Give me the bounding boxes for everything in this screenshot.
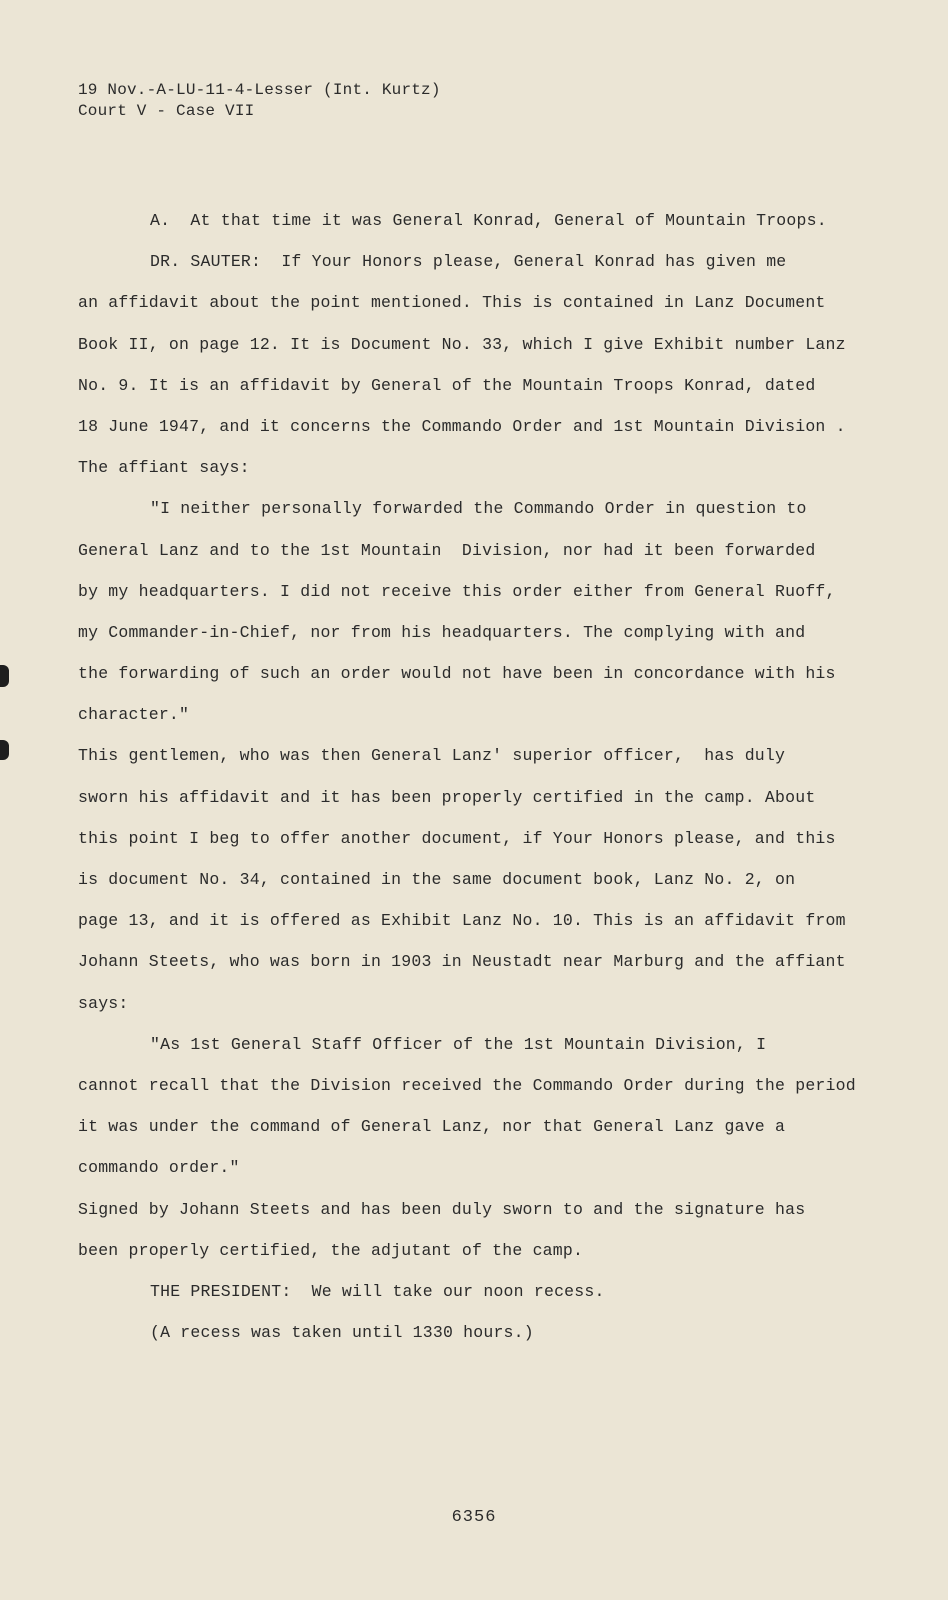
text-line: Book II, on page 12. It is Document No. 33, which I give Exhibit number Lanz <box>78 334 846 354</box>
text-line: says: <box>78 993 129 1013</box>
text-line: "I neither personally forwarded the Commando Order in question to <box>150 499 807 519</box>
text-line: my Commander-in-Chief, nor from his headquarters. The complying with and <box>78 622 806 642</box>
text-line: DR. SAUTER: If Your Honors please, General Konrad has given me <box>150 252 787 272</box>
text-line: General Lanz and to the 1st Mountain Division, nor had it been forwarded <box>78 540 816 560</box>
text-line: Signed by Johann Steets and has been duly sworn to and the signature has <box>78 1199 806 1219</box>
text-line: this point I beg to offer another document, if Your Honors please, and this <box>78 828 836 848</box>
text-line: No. 9. It is an affidavit by General of the Mountain Troops Konrad, dated <box>78 375 816 395</box>
text-line: it was under the command of General Lanz, nor that General Lanz gave a <box>78 1117 786 1137</box>
text-line: been properly certified, the adjutant of the camp. <box>78 1240 584 1260</box>
text-line: by my headquarters. I did not receive this order either from General Ruoff, <box>78 581 836 601</box>
text-line: character." <box>78 705 190 725</box>
text-line: The affiant says: <box>78 458 250 478</box>
text-line: This gentlemen, who was then General Lanz' superior officer, has duly <box>78 746 786 766</box>
text-line: Johann Steets, who was born in 1903 in Neustadt near Marburg and the affiant <box>78 952 846 972</box>
text-line: A. At that time it was General Konrad, General of Mountain Troops. <box>150 211 827 230</box>
text-line: is document No. 34, contained in the same document book, Lanz No. 2, on <box>78 870 796 889</box>
header-line-2: Court V - Case VII <box>78 102 255 120</box>
text-line: the forwarding of such an order would not have been in concordance with his <box>78 664 836 684</box>
text-line: page 13, and it is offered as Exhibit Lanz No. 10. This is an affidavit from <box>78 911 846 931</box>
text-line: 18 June 1947, and it concerns the Commando Order and 1st Mountain Division . <box>78 416 846 436</box>
document-header <box>78 80 441 122</box>
transcript-body <box>78 200 878 1353</box>
text-line: (A recess was taken until 1330 hours.) <box>150 1323 534 1343</box>
text-line: an affidavit about the point mentioned. This is contained in Lanz Document <box>78 293 826 313</box>
margin-mark <box>0 740 9 760</box>
margin-mark <box>0 665 9 687</box>
text-line: sworn his affidavit and it has been properly certified in the camp. About <box>78 787 816 807</box>
text-line: "As 1st General Staff Officer of the 1st Mountain Division, I <box>150 1034 767 1054</box>
page-number: 6356 <box>451 1508 497 1527</box>
text-line: cannot recall that the Division received the Commando Order during the period <box>78 1075 856 1095</box>
text-line: commando order." <box>78 1158 240 1178</box>
text-line: THE PRESIDENT: We will take our noon recess. <box>150 1281 605 1301</box>
header-line-1: 19 Nov.-A-LU-11-4-Lesser (Int. Kurtz) <box>78 81 441 99</box>
